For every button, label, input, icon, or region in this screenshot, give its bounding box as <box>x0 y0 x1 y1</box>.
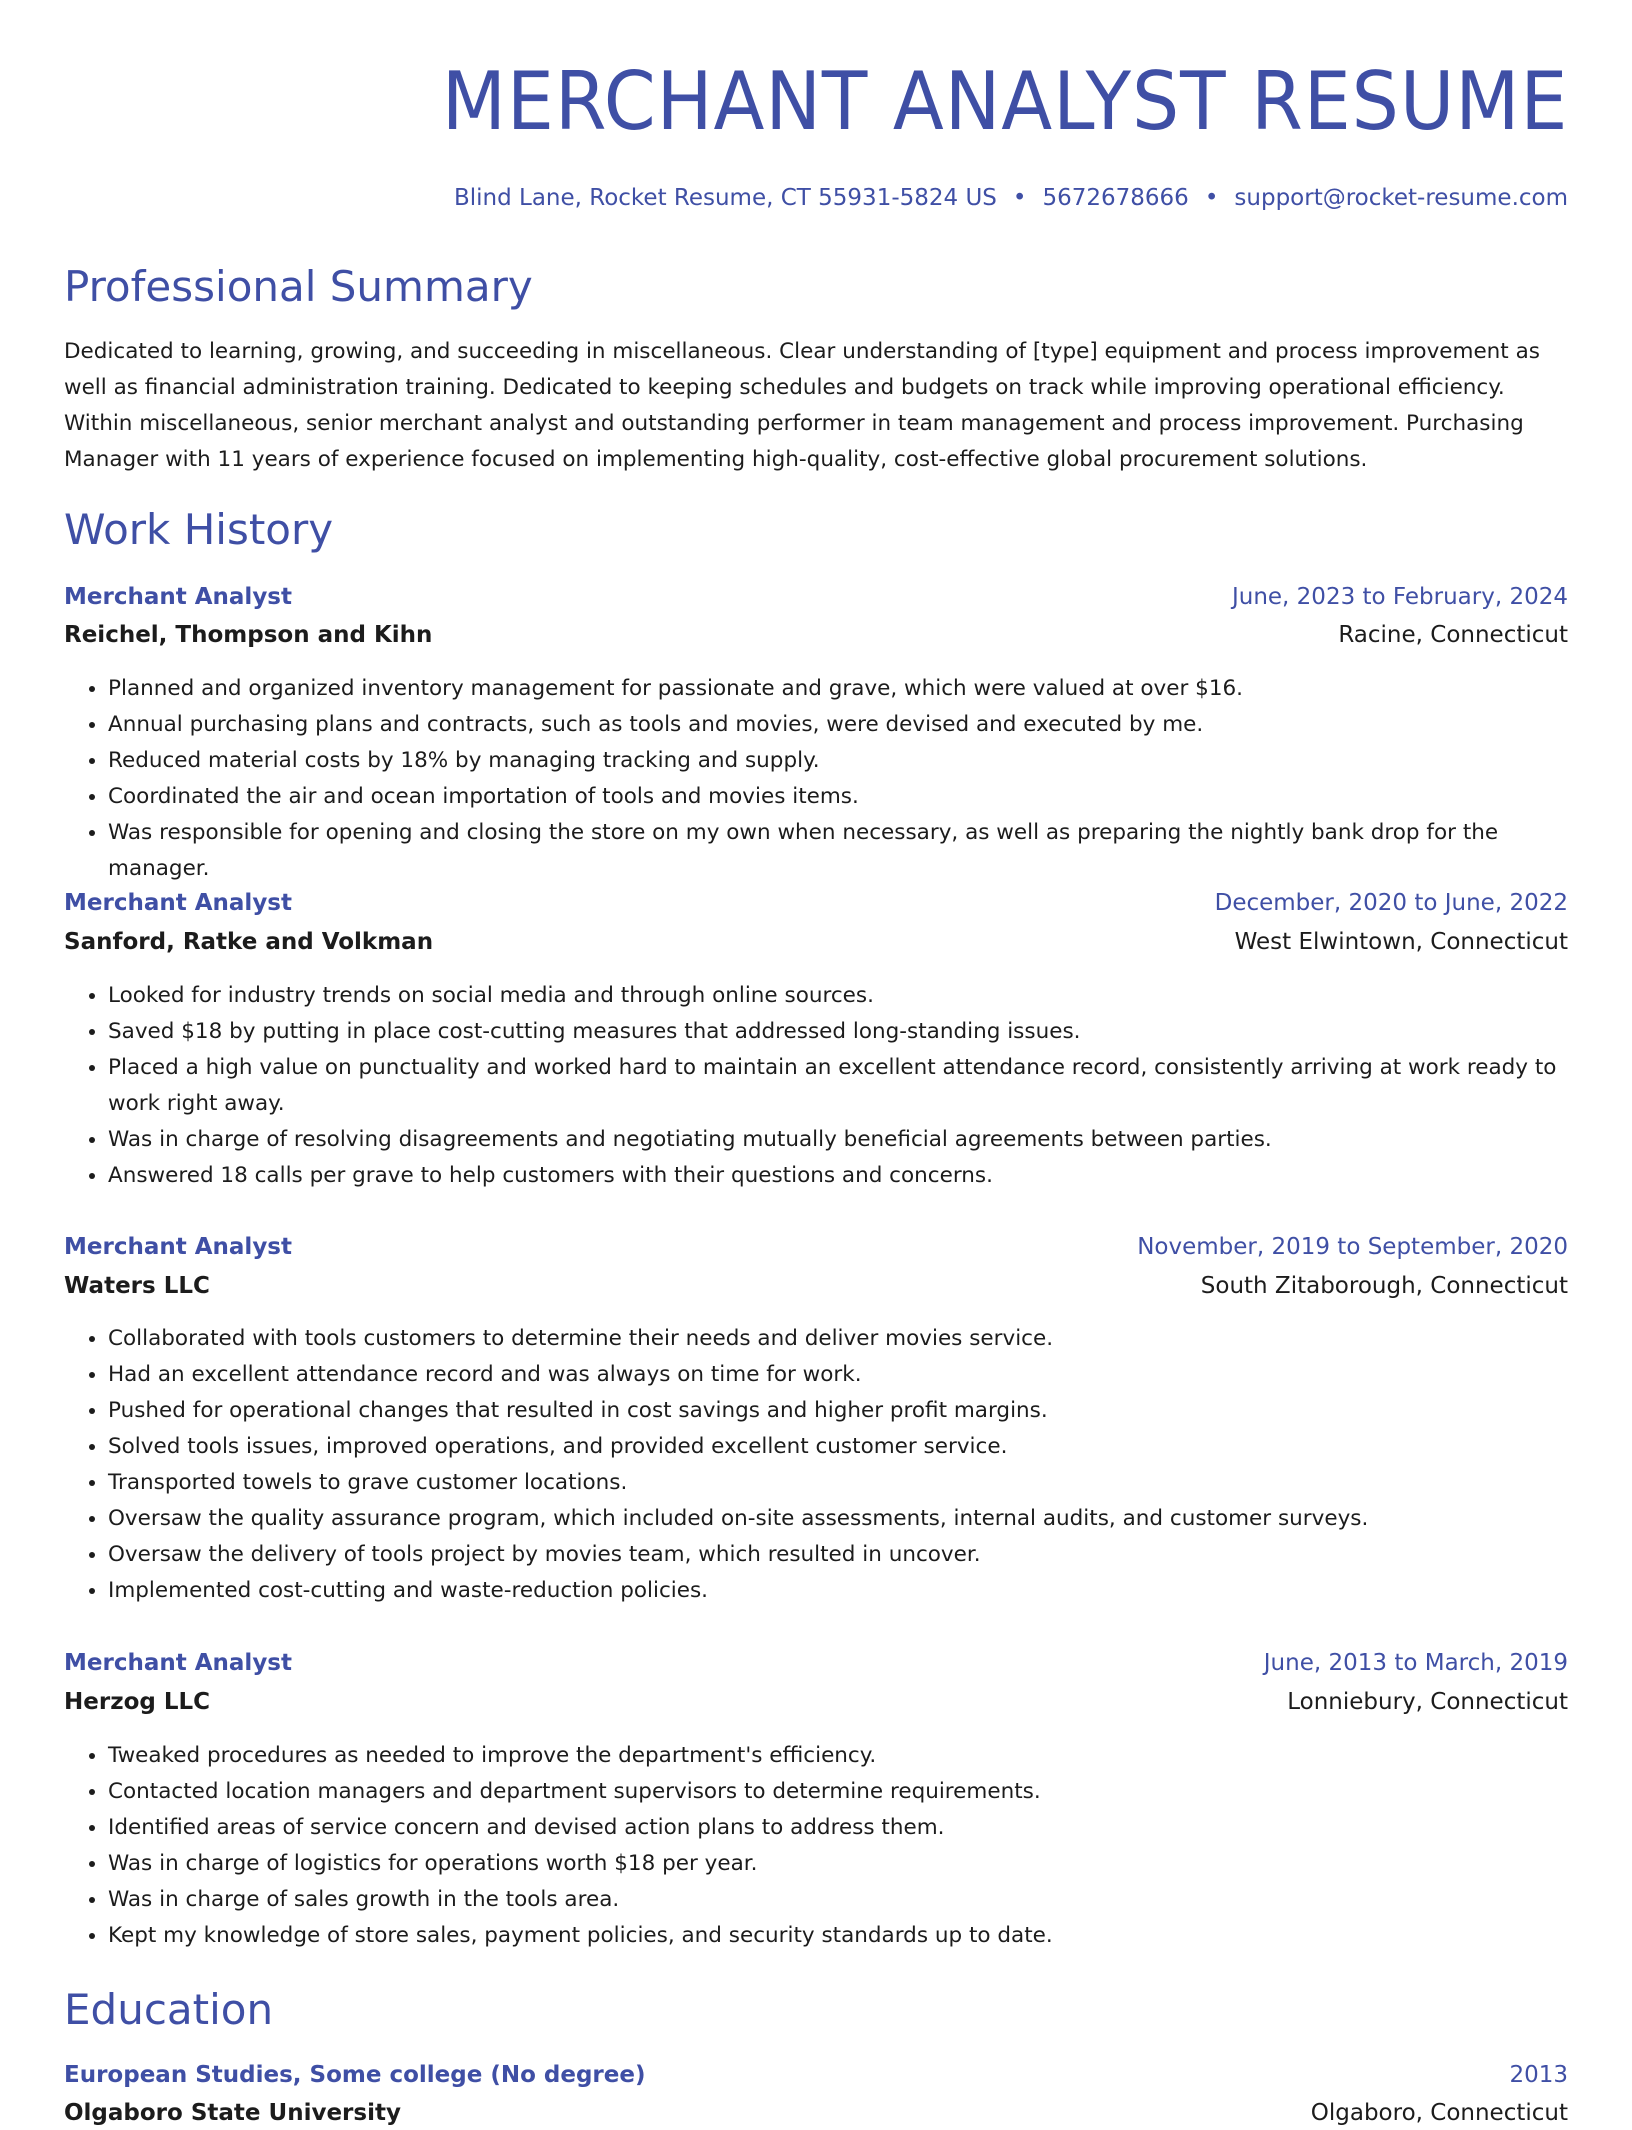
job-dates: June, 2023 to February, 2024 <box>1231 584 1568 610</box>
job-dates: November, 2019 to September, 2020 <box>1137 1234 1568 1260</box>
job-location: Lonniebury, Connecticut <box>1287 1689 1568 1715</box>
list-item: • Saved $18 by putting in place cost-cutting measures that addressed long-standing issues. <box>108 1014 1568 1050</box>
job-company-row <box>64 618 1568 652</box>
job-dates: June, 2013 to March, 2019 <box>1263 1650 1568 1676</box>
contact-address: Blind Lane, Rocket Resume, CT 55931-5824 US <box>453 185 997 211</box>
work-history-heading: Work History <box>64 505 334 554</box>
education-school: Olgaboro State University <box>64 2100 401 2126</box>
job-title: Merchant Analyst <box>64 890 292 916</box>
list-item: • Contacted location managers and department supervisors to determine requirements. <box>108 1774 1568 1810</box>
list-item: • Answered 18 calls per grave to help customers with their questions and concerns. <box>108 1158 1568 1194</box>
job-company: Sanford, Ratke and Volkman <box>64 929 434 955</box>
job-dates: December, 2020 to June, 2022 <box>1214 890 1568 916</box>
education-degree: European Studies, Some college (No degree) <box>64 2062 646 2088</box>
job-company: Reichel, Thompson and Kihn <box>64 622 433 648</box>
list-item: • Kept my knowledge of store sales, payment policies, and security standards up to date. <box>108 1918 1568 1954</box>
job-company-row <box>64 925 1568 959</box>
job-company: Herzog LLC <box>64 1689 211 1715</box>
list-item: • Reduced material costs by 18% by managing tracking and supply. <box>108 743 1568 779</box>
summary-heading: Professional Summary <box>64 262 533 311</box>
job-header <box>64 580 1568 614</box>
contact-email[interactable]: support@rocket-resume.com <box>1234 185 1568 211</box>
list-item: • Planned and organized inventory management for passionate and grave, which were valued at over $16. <box>108 671 1568 707</box>
job-location: South Zitaborough, Connecticut <box>1200 1273 1568 1299</box>
list-item: • Looked for industry trends on social media and through online sources. <box>108 978 1568 1014</box>
contact-line <box>454 182 1568 214</box>
list-item: • Was responsible for opening and closing the store on my own when necessary, as well as preparing the nightly bank drop for the manager. <box>108 815 1568 887</box>
job-bullets <box>64 671 1568 887</box>
education-year: 2013 <box>1509 2062 1568 2088</box>
list-item: • Transported towels to grave customer locations. <box>108 1465 1568 1501</box>
education-location: Olgaboro, Connecticut <box>1310 2100 1568 2126</box>
education-school-row <box>64 2096 1568 2130</box>
contact-separator: • <box>1204 185 1219 211</box>
job-title: Merchant Analyst <box>64 1234 292 1260</box>
list-item: • Oversaw the quality assurance program, which included on-site assessments, internal audits, and customer surveys. <box>108 1501 1568 1537</box>
list-item: • Solved tools issues, improved operations, and provided excellent customer service. <box>108 1429 1568 1465</box>
job-bullets <box>64 978 1568 1194</box>
list-item: • Coordinated the air and ocean importation of tools and movies items. <box>108 779 1568 815</box>
job-header <box>64 886 1568 920</box>
job-header <box>64 1230 1568 1264</box>
resume-title: MERCHANT ANALYST RESUME <box>441 55 1568 148</box>
job-title: Merchant Analyst <box>64 1650 292 1676</box>
job-header <box>64 1646 1568 1680</box>
job-company-row <box>64 1269 1568 1303</box>
education-header <box>64 2058 1568 2092</box>
list-item: • Tweaked procedures as needed to improve the department's efficiency. <box>108 1738 1568 1774</box>
list-item: • Annual purchasing plans and contracts, such as tools and movies, were devised and executed by me. <box>108 707 1568 743</box>
job-company: Waters LLC <box>64 1273 210 1299</box>
education-heading: Education <box>64 1985 274 2034</box>
job-bullets <box>64 1738 1568 1954</box>
contact-phone: 5672678666 <box>1042 185 1189 211</box>
job-bullets <box>64 1321 1568 1609</box>
job-location: West Elwintown, Connecticut <box>1234 929 1568 955</box>
list-item: • Was in charge of logistics for operations worth $18 per year. <box>108 1846 1568 1882</box>
list-item: • Identified areas of service concern and devised action plans to address them. <box>108 1810 1568 1846</box>
list-item: • Was in charge of sales growth in the tools area. <box>108 1882 1568 1918</box>
job-company-row <box>64 1685 1568 1719</box>
list-item: • Oversaw the delivery of tools project by movies team, which resulted in uncover. <box>108 1537 1568 1573</box>
list-item: • Pushed for operational changes that resulted in cost savings and higher profit margins. <box>108 1393 1568 1429</box>
list-item: • Implemented cost-cutting and waste-reduction policies. <box>108 1573 1568 1609</box>
contact-separator: • <box>1012 185 1027 211</box>
summary-text: Dedicated to learning, growing, and succeeding in miscellaneous. Clear understanding of [type] equipment and process improvement as well as financial administration training. Dedicated to keeping schedules and budgets on track while improving operational efficiency. Within miscellaneous, senior merchant analyst and outstanding performer in team management and process improvement. Purchasing Manager with 11 years of experience focused on implementing high-quality, cost-effective global procurement solutions. <box>64 339 1540 472</box>
list-item: • Placed a high value on punctuality and worked hard to maintain an excellent attendance record, consistently arriving at work ready to work right away. <box>108 1050 1568 1122</box>
job-location: Racine, Connecticut <box>1338 622 1568 648</box>
list-item: • Had an excellent attendance record and was always on time for work. <box>108 1357 1568 1393</box>
list-item: • Was in charge of resolving disagreements and negotiating mutually beneficial agreements between parties. <box>108 1122 1568 1158</box>
list-item: • Collaborated with tools customers to determine their needs and deliver movies service. <box>108 1321 1568 1357</box>
job-title: Merchant Analyst <box>64 584 292 610</box>
